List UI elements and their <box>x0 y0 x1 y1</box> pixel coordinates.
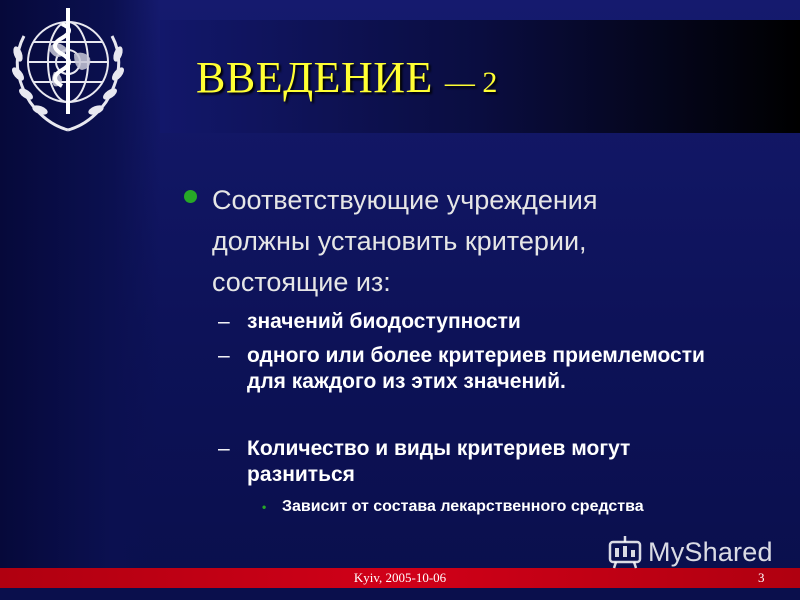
main-bullet-text: Соответствующие учреждения должны установить критерии, состоящие из: <box>212 185 598 297</box>
slide-title <box>196 52 497 103</box>
dash-marker: – <box>218 344 230 367</box>
watermark-text: MyShared <box>648 536 773 567</box>
sub-item-text: Количество и виды критериев могут разниться <box>247 437 631 486</box>
sub-item-text: одного или более критериев приемлемости для каждого из этих значений. <box>247 344 705 393</box>
slide-number: 3 <box>758 570 765 585</box>
title-suffix: — 2 <box>444 66 498 99</box>
myshared-logo-icon <box>606 534 644 570</box>
title-main: ВВЕДЕНИЕ <box>196 53 433 102</box>
dash-marker: – <box>218 437 230 460</box>
sub-item-text: значений биодоступности <box>247 310 521 333</box>
who-emblem-icon <box>4 2 132 136</box>
sub-sub-item-text: Зависит от состава лекарственного средства <box>282 498 644 515</box>
watermark <box>606 534 773 570</box>
bullet-dot-icon <box>184 190 197 203</box>
dash-marker: – <box>218 310 230 333</box>
small-bullet-icon: • <box>262 500 267 514</box>
footer-date: Kyiv, 2005-10-06 <box>353 570 447 585</box>
